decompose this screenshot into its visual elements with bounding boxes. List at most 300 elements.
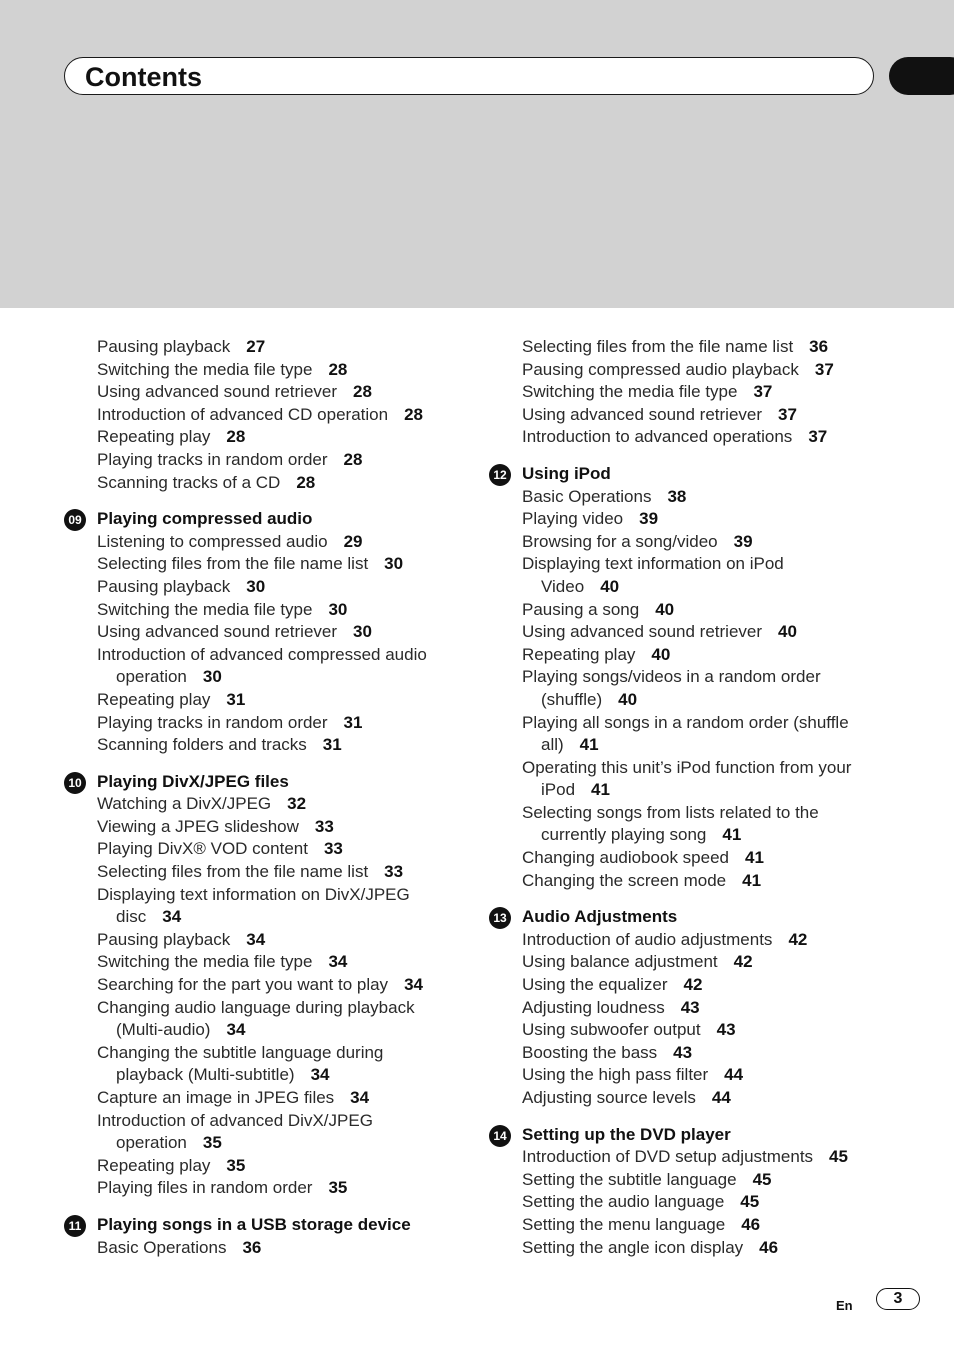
toc-entry-line (97, 929, 464, 952)
section-number-badge: 10 (64, 772, 86, 794)
toc-section (64, 336, 464, 494)
title-banner (64, 57, 874, 95)
toc-entry[interactable] (64, 381, 464, 404)
toc-entry-text: Using advanced sound retriever (97, 622, 338, 642)
toc-page-number: 40 (651, 644, 671, 664)
toc-page-number: 42 (733, 952, 753, 972)
toc-entry-line (522, 599, 889, 622)
toc-page-number: 34 (404, 975, 423, 995)
toc-entry[interactable] (489, 621, 889, 644)
toc-entry-line (522, 974, 889, 997)
toc-entry[interactable] (64, 404, 464, 427)
toc-entry[interactable] (64, 712, 464, 735)
section-heading[interactable] (64, 771, 464, 794)
toc-entry[interactable] (489, 1087, 889, 1110)
toc-entry-line (97, 1237, 464, 1260)
toc-entry-text: Changing audiobook speed (522, 848, 730, 868)
toc-page-number: 33 (323, 839, 343, 859)
section-title: Using iPod (522, 463, 611, 483)
toc-entry[interactable] (64, 974, 464, 997)
toc-entry-line (522, 508, 889, 531)
page-number: 3 (876, 1288, 920, 1310)
toc-entry-line (97, 1087, 464, 1110)
toc-entry[interactable] (489, 404, 889, 427)
toc-entry-text: Playing tracks in random order (97, 712, 328, 732)
toc-page-number: 37 (814, 359, 834, 379)
toc-page-number: 33 (314, 816, 334, 836)
toc-entry-text: Browsing for a song/video (522, 531, 718, 551)
toc-page-number: 43 (716, 1020, 736, 1040)
toc-page-number: 46 (759, 1237, 779, 1257)
toc-entry[interactable] (64, 621, 464, 644)
toc-entry-text: Setting the audio language (522, 1192, 725, 1212)
toc-page-number: 36 (242, 1237, 262, 1257)
toc-page-number: 40 (600, 576, 620, 596)
section-heading[interactable] (489, 906, 889, 929)
toc-page-number: 41 (745, 848, 764, 868)
toc-entry-line (522, 1146, 889, 1169)
toc-page-number: 45 (740, 1192, 760, 1212)
toc-entry[interactable] (64, 997, 464, 1042)
toc-entry-text: Basic Operations (522, 486, 652, 506)
toc-entry-line (97, 1110, 464, 1133)
toc-page-number: 35 (226, 1155, 246, 1175)
section-heading[interactable] (64, 1214, 464, 1237)
toc-entry-text: Scanning folders and tracks (97, 735, 307, 755)
toc-entry[interactable] (64, 1177, 464, 1200)
toc-entry[interactable] (64, 359, 464, 382)
toc-entry[interactable] (489, 1146, 889, 1169)
toc-entry-line (522, 553, 889, 576)
toc-entry[interactable] (64, 1042, 464, 1087)
toc-entry[interactable] (489, 974, 889, 997)
toc-entry-line (97, 689, 464, 712)
toc-entry-line (97, 666, 464, 689)
toc-entry[interactable] (489, 1019, 889, 1042)
toc-entry-text: iPod (541, 780, 576, 800)
toc-entry-text: Displaying text information on DivX/JPEG (97, 884, 410, 904)
toc-entry-line (522, 426, 889, 449)
toc-entry-line (522, 1042, 889, 1065)
toc-page-number: 30 (328, 599, 348, 619)
toc-entry-line (522, 997, 889, 1020)
toc-entry-line (97, 426, 464, 449)
toc-entry-text: Introduction of advanced compressed audio (97, 644, 427, 664)
toc-entry-line (97, 381, 464, 404)
toc-entry-text: operation (116, 1133, 187, 1153)
toc-page-number: 30 (246, 576, 266, 596)
toc-entry-line (97, 884, 464, 907)
toc-page-number: 28 (343, 449, 363, 469)
toc-entry-line (97, 712, 464, 735)
toc-entry-text: Selecting songs from lists related to the (522, 802, 819, 822)
toc-entry-line (522, 870, 889, 893)
toc-entry-line (97, 734, 464, 757)
header-band (0, 0, 954, 308)
toc-entry[interactable] (489, 381, 889, 404)
toc-entry[interactable] (64, 426, 464, 449)
toc-page-number: 27 (246, 337, 266, 356)
toc-entry[interactable] (489, 1191, 889, 1214)
toc-page-number: 41 (591, 780, 610, 800)
toc-entry-line (522, 531, 889, 554)
toc-entry-text: Selecting files from the file name list (522, 337, 794, 356)
toc-entry-line (522, 712, 889, 735)
toc-entry-text: Repeating play (97, 689, 211, 709)
toc-page-number: 28 (296, 472, 316, 492)
toc-entry-text: Repeating play (97, 1155, 211, 1175)
toc-entry-line (97, 1064, 464, 1087)
toc-page-number: 39 (639, 509, 659, 529)
toc-entry-text: playback (Multi-subtitle) (116, 1065, 295, 1085)
toc-entry[interactable] (489, 1064, 889, 1087)
toc-entry[interactable] (64, 861, 464, 884)
section-number-badge: 13 (489, 907, 511, 929)
toc-entry[interactable] (489, 757, 889, 802)
toc-entry-text: Capture an image in JPEG files (97, 1088, 335, 1107)
toc-entry-text: Using the equalizer (522, 975, 668, 995)
toc-entry-line (97, 1155, 464, 1178)
toc-page-number: 41 (579, 735, 599, 755)
toc-page-number: 31 (343, 712, 363, 732)
toc-entry-text: Playing video (522, 509, 624, 529)
toc-right-column (489, 336, 889, 1273)
toc-entry[interactable] (489, 531, 889, 554)
toc-entry[interactable] (64, 336, 464, 359)
toc-entry-line (522, 929, 889, 952)
toc-entry[interactable] (489, 486, 889, 509)
toc-entry-line (522, 666, 889, 689)
toc-entry-line (97, 1042, 464, 1065)
toc-entry-text: Pausing playback (97, 929, 231, 949)
toc-entry-text: Playing all songs in a random order (shuffle (522, 712, 849, 732)
toc-entry[interactable] (489, 951, 889, 974)
toc-entry-line (97, 449, 464, 472)
page-title: Contents (85, 62, 202, 92)
toc-section (489, 336, 889, 449)
toc-entry-line (522, 359, 889, 382)
toc-entry-line (97, 1177, 464, 1200)
toc-entry-line (97, 997, 464, 1020)
toc-page-number: 45 (829, 1147, 848, 1167)
toc-entry[interactable] (489, 644, 889, 667)
toc-entry[interactable] (489, 997, 889, 1020)
toc-page-number: 34 (246, 929, 266, 949)
toc-page-number: 40 (778, 622, 797, 642)
toc-page-number: 46 (741, 1214, 761, 1234)
toc-entry-line (522, 404, 889, 427)
toc-entry-line (97, 838, 464, 861)
toc-page-number: 30 (353, 622, 372, 642)
toc-entry-text: operation (116, 667, 187, 687)
toc-entry-text: currently playing song (541, 825, 707, 845)
toc-entry-line (97, 644, 464, 667)
toc-page-number: 34 (328, 952, 348, 972)
toc-entry[interactable] (64, 1155, 464, 1178)
toc-page-number: 34 (310, 1065, 330, 1085)
toc-entry-line (522, 1191, 889, 1214)
toc-page-number: 44 (711, 1088, 731, 1107)
toc-entry-line (97, 951, 464, 974)
toc-entry-line (97, 861, 464, 884)
toc-page-number: 43 (673, 1042, 693, 1062)
toc-entry[interactable] (64, 929, 464, 952)
toc-page-number: 37 (778, 404, 797, 424)
toc-entry-line (97, 974, 464, 997)
toc-entry[interactable] (64, 816, 464, 839)
toc-entry-text: (shuffle) (541, 689, 603, 709)
toc-page-number: 37 (808, 427, 828, 447)
toc-entry[interactable] (64, 734, 464, 757)
toc-page-number: 40 (618, 689, 638, 709)
toc-entry-text: Video (541, 576, 585, 596)
toc-entry-line (522, 847, 889, 870)
toc-page-number: 38 (667, 486, 687, 506)
toc-entry-text: Adjusting loudness (522, 997, 665, 1017)
toc-entry-text: all) (541, 735, 564, 755)
toc-entry-text: Switching the media file type (97, 952, 313, 972)
toc-entry[interactable] (64, 884, 464, 929)
toc-entry-line (522, 621, 889, 644)
section-heading[interactable] (489, 1124, 889, 1147)
toc-entry-text: Using advanced sound retriever (522, 622, 763, 642)
toc-entry-line (97, 553, 464, 576)
section-heading[interactable] (64, 508, 464, 531)
toc-entry-line (522, 802, 889, 825)
toc-page-number: 39 (733, 531, 753, 551)
toc-entry-line (522, 824, 889, 847)
toc-section (489, 463, 889, 892)
toc-entry-text: Using subwoofer output (522, 1020, 701, 1040)
toc-entry-text: Listening to compressed audio (97, 531, 328, 551)
toc-section (489, 1124, 889, 1260)
toc-entry-text: Pausing compressed audio playback (522, 359, 799, 379)
toc-entry-text: Introduction of DVD setup adjustments (522, 1147, 814, 1167)
toc-entry-line (97, 1019, 464, 1042)
section-heading[interactable] (489, 463, 889, 486)
toc-entry[interactable] (64, 531, 464, 554)
section-title: Playing compressed audio (97, 509, 313, 529)
toc-page-number: 41 (722, 825, 742, 845)
toc-entry-text: Introduction to advanced operations (522, 427, 793, 447)
toc-entry[interactable] (64, 644, 464, 689)
toc-page-number: 44 (724, 1065, 744, 1085)
toc-entry[interactable] (64, 689, 464, 712)
toc-entry-text: Playing songs/videos in a random order (522, 667, 821, 687)
toc-entry-text: Setting the subtitle language (522, 1169, 737, 1189)
toc-entry-text: Searching for the part you want to play (97, 975, 389, 995)
toc-page-number: 37 (753, 382, 773, 402)
toc-entry-line (97, 576, 464, 599)
toc-entry-text: Selecting files from the file name list (97, 862, 369, 882)
toc-section (489, 906, 889, 1109)
toc-entry-line (522, 336, 889, 359)
toc-entry-text: Changing the subtitle language during (97, 1042, 384, 1062)
toc-entry-text: Watching a DivX/JPEG (97, 794, 272, 814)
toc-page-number: 35 (202, 1133, 222, 1153)
toc-entry-line (97, 793, 464, 816)
toc-entry-line (522, 1019, 889, 1042)
toc-page-number: 32 (287, 794, 307, 814)
toc-entry-text: Using advanced sound retriever (97, 382, 338, 402)
toc-page-number: 31 (322, 735, 342, 755)
toc-page-number: 34 (162, 907, 182, 927)
toc-entry-line (97, 906, 464, 929)
toc-section (64, 508, 464, 757)
toc-entry-text: Switching the media file type (97, 359, 313, 379)
toc-entry-line (522, 1214, 889, 1237)
section-title: Playing songs in a USB storage device (97, 1214, 411, 1234)
toc-entry-text: Repeating play (522, 644, 636, 664)
toc-entry-text: Changing the screen mode (522, 870, 727, 890)
toc-entry-line (522, 951, 889, 974)
toc-page-number: 35 (328, 1178, 348, 1198)
toc-entry-line (97, 1132, 464, 1155)
toc-page-number: 42 (683, 975, 703, 995)
toc-page-number: 31 (226, 689, 246, 709)
toc-page-number: 28 (328, 359, 348, 379)
section-number-badge: 12 (489, 464, 511, 486)
toc-entry[interactable] (64, 793, 464, 816)
toc-entry-text: Basic Operations (97, 1237, 227, 1257)
toc-entry-line (522, 1169, 889, 1192)
toc-entry[interactable] (64, 599, 464, 622)
toc-page-number: 34 (350, 1088, 370, 1107)
toc-entry-text: Playing DivX® VOD content (97, 839, 308, 859)
toc-page-number: 43 (680, 997, 700, 1017)
toc-entry[interactable] (489, 870, 889, 893)
toc-entry[interactable] (489, 1042, 889, 1065)
toc-page-number: 41 (742, 870, 762, 890)
toc-entry-text: Setting the angle icon display (522, 1237, 744, 1257)
toc-entry-line (522, 757, 889, 780)
toc-page-number: 42 (788, 929, 808, 949)
toc-entry[interactable] (64, 576, 464, 599)
toc-section (64, 1214, 464, 1259)
toc-entry-line (522, 1064, 889, 1087)
toc-entry[interactable] (64, 1087, 464, 1110)
toc-entry[interactable] (489, 802, 889, 847)
toc-page-number: 29 (343, 531, 363, 551)
toc-entry-line (97, 816, 464, 839)
language-label: En (836, 1298, 853, 1313)
toc-entry[interactable] (64, 553, 464, 576)
toc-page-number: 34 (226, 1020, 246, 1040)
toc-entry[interactable] (489, 426, 889, 449)
toc-entry[interactable] (489, 929, 889, 952)
toc-entry-line (522, 1087, 889, 1110)
toc-entry[interactable] (64, 1110, 464, 1155)
section-tab (889, 57, 954, 95)
toc-page-number: 28 (226, 427, 246, 447)
toc-entry-line (522, 644, 889, 667)
toc-section (64, 771, 464, 1200)
toc-entry-text: Switching the media file type (97, 599, 313, 619)
toc-entry-text: Viewing a JPEG slideshow (97, 816, 299, 836)
toc-entry-line (97, 472, 464, 495)
toc-page-number: 28 (404, 404, 423, 424)
toc-entry-text: Adjusting source levels (522, 1088, 696, 1107)
toc-entry-line (97, 336, 464, 359)
section-title: Audio Adjustments (522, 907, 678, 927)
toc-entry-line (97, 359, 464, 382)
toc-entry-line (522, 486, 889, 509)
toc-entry[interactable] (489, 599, 889, 622)
toc-entry-line (522, 381, 889, 404)
toc-entry[interactable] (489, 1169, 889, 1192)
toc-entry-line (97, 599, 464, 622)
toc-entry[interactable] (489, 553, 889, 598)
toc-entry-text: Boosting the bass (522, 1042, 658, 1062)
toc-page-number: 45 (752, 1169, 772, 1189)
toc-entry[interactable] (489, 336, 889, 359)
toc-entry-text: Introduction of advanced CD operation (97, 404, 389, 424)
toc-page-number: 36 (809, 337, 829, 356)
toc-entry-text: Pausing a song (522, 599, 640, 619)
toc-entry-text: Introduction of audio adjustments (522, 929, 773, 949)
toc-entry[interactable] (489, 1237, 889, 1260)
toc-entry-line (522, 689, 889, 712)
toc-entry-text: Setting the menu language (522, 1214, 726, 1234)
toc-page-number: 30 (202, 667, 222, 687)
toc-entry-text: Introduction of advanced DivX/JPEG (97, 1110, 373, 1130)
toc-entry-text: Using advanced sound retriever (522, 404, 763, 424)
toc-entry-line (522, 779, 889, 802)
toc-entry[interactable] (64, 1237, 464, 1260)
toc-entry-text: Scanning tracks of a CD (97, 472, 281, 492)
toc-entry[interactable] (489, 666, 889, 711)
toc-entry-line (522, 576, 889, 599)
toc-entry-text: Selecting files from the file name list (97, 554, 369, 574)
section-number-badge: 14 (489, 1125, 511, 1147)
toc-entry-text: Pausing playback (97, 576, 231, 596)
toc-entry-text: Repeating play (97, 427, 211, 447)
section-number-badge: 11 (64, 1215, 86, 1237)
section-title: Setting up the DVD player (522, 1124, 731, 1144)
toc-entry[interactable] (489, 508, 889, 531)
toc-entry-line (522, 734, 889, 757)
toc-entry-text: Operating this unit’s iPod function from your (522, 757, 852, 777)
toc-entry-text: Switching the media file type (522, 382, 738, 402)
toc-page-number: 33 (384, 862, 404, 882)
toc-entry[interactable] (64, 838, 464, 861)
toc-entry[interactable] (64, 449, 464, 472)
toc-entry-line (97, 404, 464, 427)
toc-entry-text: (Multi-audio) (116, 1020, 211, 1040)
toc-entry-text: Pausing playback (97, 337, 231, 356)
toc-entry-text: Playing tracks in random order (97, 449, 328, 469)
toc-entry[interactable] (489, 359, 889, 382)
toc-left-column (64, 336, 464, 1273)
toc-entry-line (97, 531, 464, 554)
toc-page-number: 30 (384, 554, 404, 574)
toc-entry-line (522, 1237, 889, 1260)
toc-entry[interactable] (489, 1214, 889, 1237)
toc-entry-text: Using the high pass filter (522, 1065, 709, 1085)
toc-entry-text: Changing audio language during playback (97, 997, 415, 1017)
toc-entry[interactable] (64, 472, 464, 495)
section-title: Playing DivX/JPEG files (97, 771, 289, 791)
section-number-badge: 09 (64, 509, 86, 531)
toc-entry[interactable] (489, 847, 889, 870)
toc-entry-text: disc (116, 907, 147, 927)
toc-entry-text: Playing files in random order (97, 1178, 313, 1198)
toc-page-number: 40 (655, 599, 675, 619)
toc-entry[interactable] (489, 712, 889, 757)
toc-entry-text: Using balance adjustment (522, 952, 718, 972)
toc-page-number: 28 (353, 382, 372, 402)
toc-entry[interactable] (64, 951, 464, 974)
